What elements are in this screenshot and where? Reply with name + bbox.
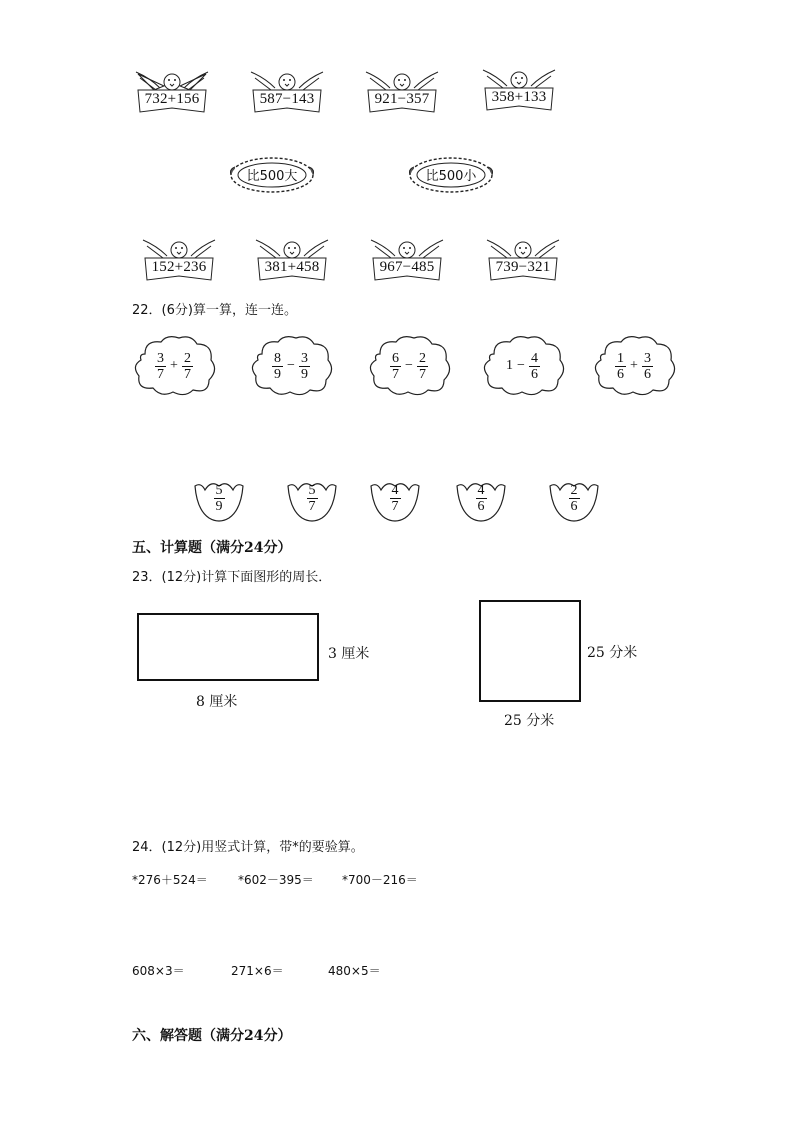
- tulip-fraction: $\frac{5}{9}$: [191, 480, 247, 524]
- tulip-fraction: $\frac{5}{7}$: [284, 480, 340, 524]
- calc-item: 608×3＝: [132, 964, 185, 978]
- q23-title: 23．(12分)计算下面图形的周长．: [132, 570, 332, 585]
- badge-greater-500: [229, 155, 315, 195]
- bird-card: [249, 68, 325, 116]
- tulip-fraction: $\frac{4}{6}$: [453, 480, 509, 524]
- bird-card: [364, 68, 440, 116]
- calc-item: 480×5＝: [328, 964, 381, 978]
- rectangle-shape: [137, 613, 319, 681]
- q22-title: 22．(6分)算一算，连一连。: [132, 303, 297, 318]
- cloud-expression: $\frac{1}{6}$ + $\frac{3}{6}$: [591, 334, 677, 398]
- bird-card: [141, 236, 217, 284]
- cloud-expression: 1 − $\frac{4}{6}$: [480, 334, 566, 398]
- bird-card: [134, 68, 210, 116]
- square-side-bottom-label: 25 分米: [504, 713, 555, 729]
- bird-expression: 587−143: [259, 91, 315, 107]
- bird-card: [485, 236, 561, 284]
- bird-expression: 152+236: [151, 259, 207, 275]
- calc-item: 271×6＝: [231, 964, 284, 978]
- bird-expression: 381+458: [264, 259, 320, 275]
- section-heading-5: 五、计算题（满分24分）: [132, 540, 292, 556]
- rect-width-label: 8 厘米: [196, 694, 238, 710]
- badge-text: 比500大: [246, 169, 298, 184]
- section-heading-6: 六、解答题（满分24分）: [132, 1028, 292, 1044]
- square-shape: [479, 600, 581, 702]
- badge-less-500: [408, 155, 494, 195]
- q24-title: 24．(12分)用竖式计算，带*的要验算。: [132, 840, 364, 855]
- cloud-expression: $\frac{3}{7}$ + $\frac{2}{7}$: [131, 334, 217, 398]
- bird-expression: 921−357: [374, 91, 430, 107]
- bird-expression: 732+156: [144, 91, 200, 107]
- bird-expression: 739−321: [495, 259, 551, 275]
- calc-item: *700－216＝: [342, 873, 418, 887]
- badge-text: 比500小: [425, 169, 477, 184]
- calc-item: *276＋524＝: [132, 873, 208, 887]
- tulip-fraction: $\frac{2}{6}$: [546, 480, 602, 524]
- calc-item: *602－395＝: [238, 873, 314, 887]
- bird-expression: 358+133: [491, 89, 547, 105]
- tulip-fraction: $\frac{4}{7}$: [367, 480, 423, 524]
- square-side-right-label: 25 分米: [587, 645, 638, 661]
- bird-card: [369, 236, 445, 284]
- rect-height-label: 3 厘米: [328, 646, 370, 662]
- cloud-expression: $\frac{8}{9}$ − $\frac{3}{9}$: [248, 334, 334, 398]
- bird-expression: 967−485: [379, 259, 435, 275]
- bird-card: [481, 66, 557, 114]
- cloud-expression: $\frac{6}{7}$ − $\frac{2}{7}$: [366, 334, 452, 398]
- bird-card: [254, 236, 330, 284]
